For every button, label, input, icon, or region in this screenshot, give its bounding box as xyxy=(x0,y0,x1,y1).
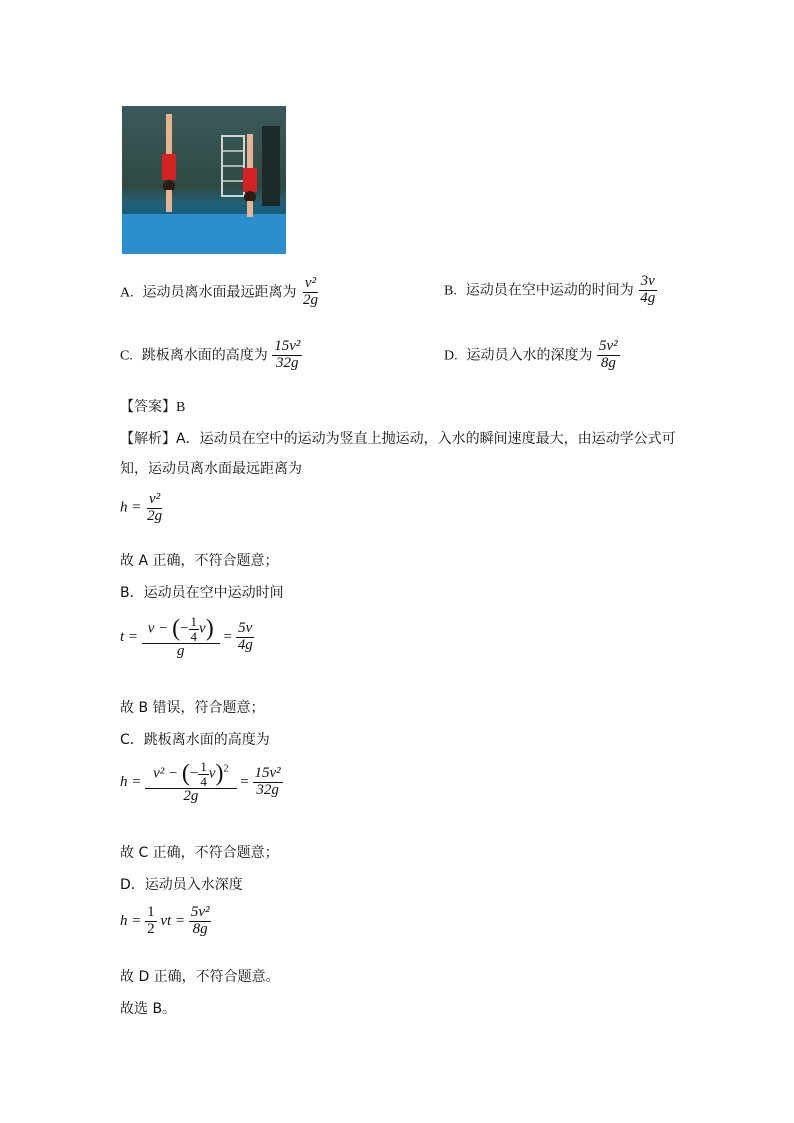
heading-b: B．运动员在空中运动时间 xyxy=(120,585,284,601)
conclusion-a: 故 A 正确，不符合题意； xyxy=(120,553,279,569)
diving-photo xyxy=(122,106,286,254)
conclusion-d: 故 D 正确，不符合题意。 xyxy=(120,969,280,985)
option-c-fraction: $\frac{\text{15v²}}{32g}$ xyxy=(274,338,301,371)
answer-line: 【答案】B xyxy=(120,399,186,415)
option-a-fraction: $\frac{\text{v²}}{2g}$ xyxy=(302,275,318,308)
heading-c: C．跳板离水面的高度为 xyxy=(120,732,270,748)
option-d: D. 运动员入水的深度为 $\frac{\text{5v²}}{8g}$ xyxy=(444,338,618,371)
analysis-line-2: 知，运动员离水面最远距离为 xyxy=(120,461,302,477)
formula-a: h = $\frac{\text{v²}}{2g}$ xyxy=(120,491,163,524)
conclusion-c: 故 C 正确，不符合题意； xyxy=(120,845,279,861)
analysis-line-1: 【解析】A．运动员在空中的运动为竖直上抛运动，入水的瞬间速度最大，由运动学公式可 xyxy=(120,431,676,447)
option-b-fraction: $\frac{3v}{4g}$ xyxy=(640,273,656,306)
option-a: A. 运动员离水面最远距离为 $\frac{\text{v²}}{2g}$ xyxy=(120,275,318,308)
formula-d: h = $\frac{1}{2}$ vt = $\frac{\text{5v²}}{8g}$ xyxy=(120,904,210,937)
option-c: C. 跳板离水面的高度为 $\frac{\text{15v²}}{32g}$ xyxy=(120,338,301,371)
final-answer: 故选 B。 xyxy=(120,1001,177,1017)
heading-d: D．运动员入水深度 xyxy=(120,877,243,893)
option-d-fraction: $\frac{\text{5v²}}{8g}$ xyxy=(598,338,618,371)
formula-c: h = v² − (− $\frac{1}{4}$ v)$^2$ 2g = $\frac{\text{15v²}}{32g}$ xyxy=(120,759,281,805)
conclusion-b: 故 B 错误，符合题意； xyxy=(120,700,265,716)
option-b: B. 运动员在空中运动的时间为 $\frac{3v}{4g}$ xyxy=(444,273,656,306)
diving-athletes-icon xyxy=(122,106,286,254)
formula-b: t = v − (− $\frac{1}{4}$ v) g = $\frac{5v}{4g}$ xyxy=(120,614,253,660)
